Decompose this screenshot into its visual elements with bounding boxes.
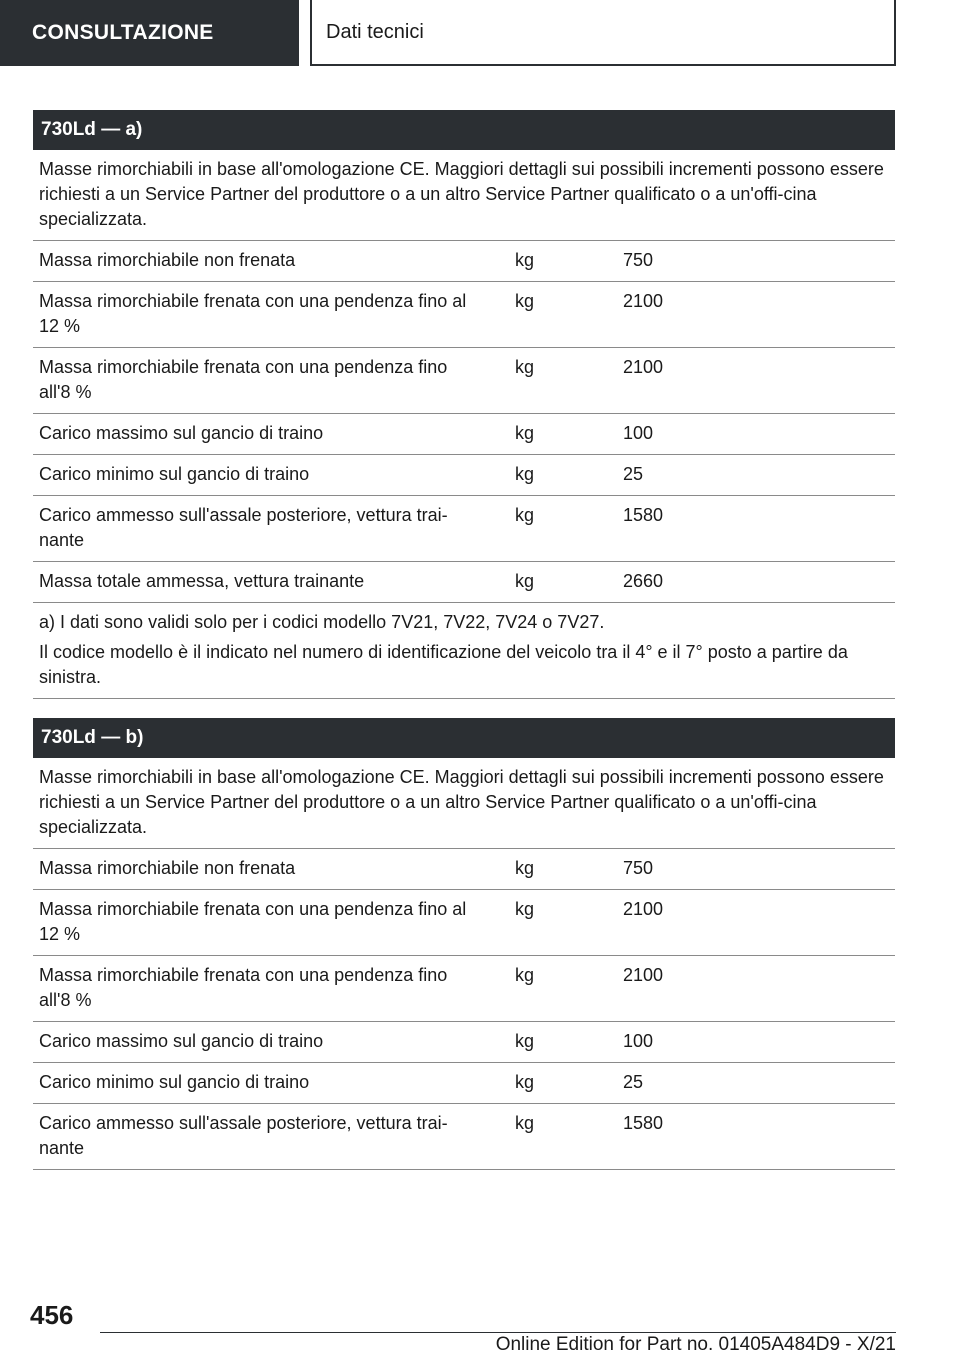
row-label: Carico massimo sul gancio di traino [39, 1031, 324, 1051]
row-unit: kg [515, 250, 535, 270]
table-row [33, 1104, 895, 1170]
table-row [33, 562, 895, 603]
row-value: 1580 [623, 1113, 664, 1133]
row-unit: kg [515, 571, 535, 591]
table-intro: Masse rimorchiabili in base all'omologazione CE. Maggiori dettagli sui possibili incrementi possono essere richiesti a un Service Partner del produttore o a un altro Service Partner qualificato o a un'offi-cina specializzata. [33, 758, 895, 849]
table-footnotes [33, 603, 895, 699]
table-row [33, 890, 895, 956]
chapter-title: Dati tecnici [310, 0, 896, 66]
row-value: 2100 [623, 357, 664, 377]
row-label: Massa rimorchiabile frenata con una pendenza fino al 12 % [39, 291, 467, 336]
edition-note: Online Edition for Part no. 01405A484D9 - X/21 [495, 1334, 896, 1355]
row-label: Massa rimorchiabile frenata con una pendenza fino all'8 % [39, 357, 448, 402]
row-value: 25 [623, 464, 644, 484]
row-label: Carico massimo sul gancio di traino [39, 423, 324, 443]
row-unit: kg [515, 357, 535, 377]
table-row [33, 241, 895, 282]
row-value: 1580 [623, 505, 664, 525]
table-row [33, 956, 895, 1022]
row-unit: kg [515, 464, 535, 484]
row-label: Carico minimo sul gancio di traino [39, 1072, 310, 1092]
footnote: a) I dati sono validi solo per i codici modello 7V21, 7V22, 7V24 o 7V27. [39, 612, 605, 632]
table-row [33, 849, 895, 890]
row-label: Massa rimorchiabile frenata con una pendenza fino al 12 % [39, 899, 467, 944]
page-number: 456 [30, 1300, 74, 1330]
row-unit: kg [515, 1072, 535, 1092]
row-label: Massa rimorchiabile non frenata [39, 250, 296, 270]
page-header [0, 0, 960, 66]
row-unit: kg [515, 505, 535, 525]
table-row [33, 1063, 895, 1104]
row-unit: kg [515, 965, 535, 985]
footer-divider [100, 1332, 896, 1333]
table-row [33, 282, 895, 348]
row-unit: kg [515, 858, 535, 878]
section-label: CONSULTAZIONE [0, 0, 299, 66]
row-value: 100 [623, 423, 654, 443]
row-value: 2100 [623, 965, 664, 985]
table-row [33, 414, 895, 455]
row-value: 750 [623, 858, 654, 878]
row-value: 2660 [623, 571, 664, 591]
table-title: 730Ld — a) [33, 110, 895, 150]
row-value: 750 [623, 250, 654, 270]
table-row [33, 455, 895, 496]
row-label: Carico minimo sul gancio di traino [39, 464, 310, 484]
row-label: Carico ammesso sull'assale posteriore, vettura trai-nante [39, 505, 448, 550]
footnote: Il codice modello è il indicato nel numero di identificazione del veicolo tra il 4° e il 7° posto a partire da sinistra. [39, 642, 848, 687]
row-unit: kg [515, 1113, 535, 1133]
spec-table-b [33, 718, 895, 1170]
row-value: 100 [623, 1031, 654, 1051]
row-value: 2100 [623, 899, 664, 919]
row-label: Massa rimorchiabile non frenata [39, 858, 296, 878]
row-label: Carico ammesso sull'assale posteriore, vettura trai-nante [39, 1113, 448, 1158]
spec-table-a [33, 110, 895, 699]
table-row [33, 348, 895, 414]
row-unit: kg [515, 423, 535, 443]
table-title: 730Ld — b) [33, 718, 895, 758]
row-unit: kg [515, 291, 535, 311]
row-unit: kg [515, 899, 535, 919]
row-label: Massa rimorchiabile frenata con una pendenza fino all'8 % [39, 965, 448, 1010]
table-row [33, 1022, 895, 1063]
table-row [33, 496, 895, 562]
table-intro: Masse rimorchiabili in base all'omologazione CE. Maggiori dettagli sui possibili incrementi possono essere richiesti a un Service Partner del produttore o a un altro Service Partner qualificato o a un'offi-cina specializzata. [33, 150, 895, 241]
row-label: Massa totale ammessa, vettura trainante [39, 571, 365, 591]
row-value: 2100 [623, 291, 664, 311]
row-value: 25 [623, 1072, 644, 1092]
row-unit: kg [515, 1031, 535, 1051]
